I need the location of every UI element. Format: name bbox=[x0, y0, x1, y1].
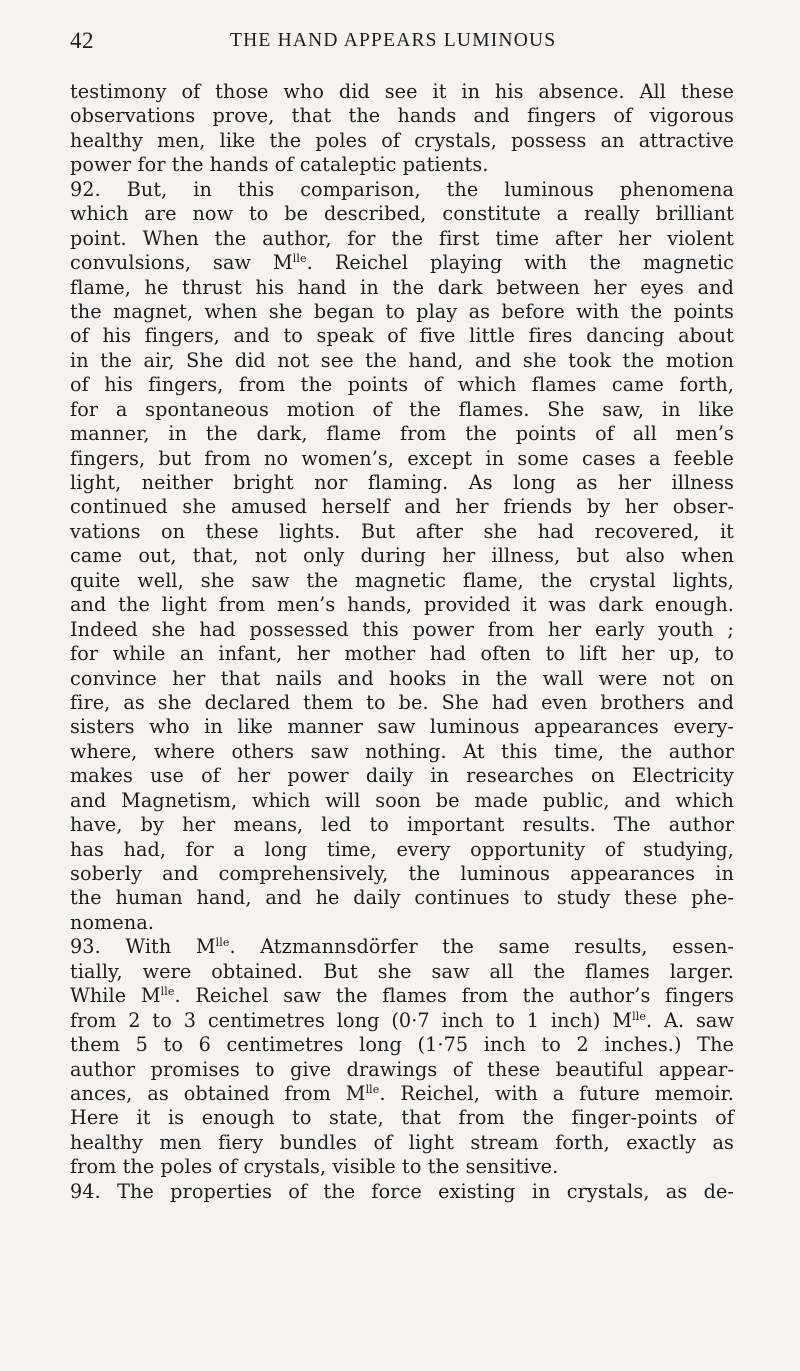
text-line: observations prove, that the hands and fingers of vigorous bbox=[70, 104, 734, 128]
superscript-abbreviation: lle bbox=[215, 936, 230, 950]
text-line: author promises to give drawings of these beautiful appear- bbox=[70, 1057, 734, 1081]
text-line: point. When the author, for the first time after her violent bbox=[70, 226, 734, 250]
text-line bbox=[70, 251, 734, 275]
text-line: came out, that, not only during her illness, but also when bbox=[70, 544, 734, 568]
text-fragment: convulsions, saw M bbox=[70, 251, 293, 275]
superscript-abbreviation: lle bbox=[292, 252, 307, 266]
text-line: where, where others saw nothing. At this time, the author bbox=[70, 739, 734, 763]
text-line: for a spontaneous motion of the flames. She saw, in like bbox=[70, 397, 734, 421]
text-line: of his fingers, and to speak of five little fires dancing about bbox=[70, 324, 734, 348]
text-fragment: . Reichel playing with the magnetic bbox=[306, 251, 734, 275]
page-header bbox=[70, 28, 730, 60]
text-line: for while an infant, her mother had often to lift her up, to bbox=[70, 642, 734, 666]
text-line: testimony of those who did see it in his absence. All these bbox=[70, 80, 734, 103]
text-fragment: ances, as obtained from M bbox=[70, 1081, 366, 1105]
text-line: the magnet, when she began to play as before with the points bbox=[70, 299, 734, 323]
text-line: the human hand, and he daily continues to study these phe- bbox=[70, 886, 734, 910]
text-line bbox=[70, 984, 734, 1008]
superscript-abbreviation: lle bbox=[365, 1082, 380, 1096]
text-line: them 5 to 6 centimetres long (1·75 inch to 2 inches.) The bbox=[70, 1033, 734, 1057]
text-line: healthy men, like the poles of crystals, possess an attractive bbox=[70, 128, 734, 152]
text-line: flame, he thrust his hand in the dark between her eyes and bbox=[70, 275, 734, 299]
text-line: 92. But, in this comparison, the luminous phenomena bbox=[70, 177, 734, 201]
body-text bbox=[70, 80, 734, 1204]
page-number: 42 bbox=[70, 28, 94, 53]
text-line: manner, in the dark, flame from the points of all men’s bbox=[70, 422, 734, 446]
text-line: in the air, She did not see the hand, and she took the motion bbox=[70, 348, 734, 372]
text-line: has had, for a long time, every opportunity of studying, bbox=[70, 837, 734, 861]
text-line: fingers, but from no women’s, except in some cases a feeble bbox=[70, 446, 734, 470]
text-line: from the poles of crystals, visible to the sensitive. bbox=[70, 1155, 559, 1179]
text-line: have, by her means, led to important results. The author bbox=[70, 813, 734, 837]
superscript-abbreviation: lle bbox=[632, 1009, 646, 1023]
text-line: tially, were obtained. But she saw all the flames larger. bbox=[70, 959, 734, 983]
text-line: soberly and comprehensively, the luminous appearances in bbox=[70, 862, 734, 885]
text-line: nomena. bbox=[70, 910, 155, 934]
text-line: 94. The properties of the force existing in crystals, as de- bbox=[70, 1179, 734, 1203]
text-line: quite well, she saw the magnetic flame, the crystal lights, bbox=[70, 568, 734, 592]
text-line: fire, as she declared them to be. She had even brothers and bbox=[70, 690, 734, 714]
text-fragment: . Reichel, with a future memoir. bbox=[379, 1081, 734, 1105]
text-line bbox=[70, 1009, 734, 1033]
text-fragment: . Atzmannsdörfer the same results, essen- bbox=[229, 935, 734, 959]
text-fragment: from 2 to 3 centimetres long (0·7 inch to 1 inch) M bbox=[70, 1008, 633, 1032]
text-line: sisters who in like manner saw luminous appearances every- bbox=[70, 715, 734, 739]
text-line: makes use of her power daily in researches on Electricity bbox=[70, 764, 734, 788]
text-fragment: While M bbox=[70, 984, 161, 1008]
text-line: which are now to be described, constitute a really brilliant bbox=[70, 202, 734, 226]
text-fragment: . A. saw bbox=[645, 1008, 734, 1032]
text-line bbox=[70, 935, 734, 959]
text-line bbox=[70, 1082, 734, 1106]
text-line: of his fingers, from the points of which flames came forth, bbox=[70, 373, 734, 397]
text-line: vations on these lights. But after she had recovered, it bbox=[70, 519, 734, 543]
text-line: continued she amused herself and her friends by her obser- bbox=[70, 495, 734, 519]
text-fragment: 93. With M bbox=[70, 935, 216, 959]
text-line: power for the hands of cataleptic patients. bbox=[70, 153, 489, 177]
superscript-abbreviation: lle bbox=[160, 985, 175, 999]
running-title: THE HAND APPEARS LUMINOUS bbox=[230, 30, 557, 51]
text-fragment: . Reichel saw the flames from the author’s fingers bbox=[174, 984, 735, 1008]
text-line: Indeed she had possessed this power from her early youth ; bbox=[70, 617, 734, 641]
text-line: healthy men fiery bundles of light stream forth, exactly as bbox=[70, 1130, 734, 1154]
text-line: Here it is enough to state, that from the finger-points of bbox=[70, 1106, 734, 1130]
text-line: convince her that nails and hooks in the wall were not on bbox=[70, 666, 734, 690]
text-line: and the light from men’s hands, provided it was dark enough. bbox=[70, 593, 734, 617]
text-line: light, neither bright nor flaming. As long as her illness bbox=[70, 471, 734, 494]
text-line: and Magnetism, which will soon be made public, and which bbox=[70, 788, 734, 812]
